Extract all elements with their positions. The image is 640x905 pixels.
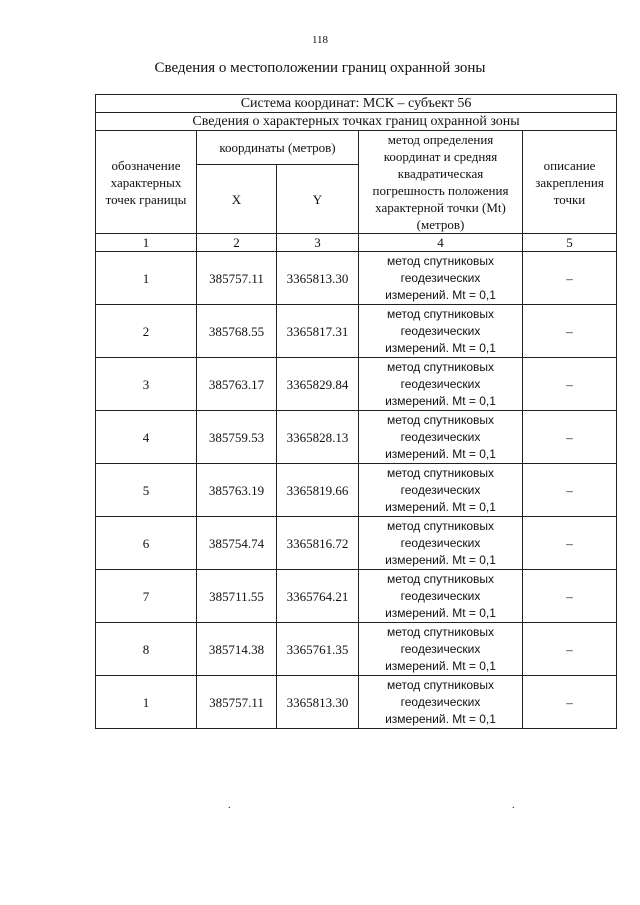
method-line: измерений. Mt = 0,1 <box>385 552 496 567</box>
method-cell <box>359 464 523 517</box>
method-line: геодезических <box>400 270 481 285</box>
table-row <box>96 676 617 729</box>
column-number: 1 <box>96 234 197 252</box>
x-coordinate-cell: 385714.38 <box>197 623 277 676</box>
method-line: метод спутниковых <box>386 306 494 321</box>
table-row <box>96 411 617 464</box>
method-line: метод спутниковых <box>386 412 494 427</box>
method-cell <box>359 676 523 729</box>
method-cell <box>359 305 523 358</box>
table-row <box>96 623 617 676</box>
method-line: метод спутниковых <box>386 465 494 480</box>
method-cell <box>359 570 523 623</box>
point-cell: 1 <box>96 252 197 305</box>
x-coordinate-cell: 385757.11 <box>197 676 277 729</box>
x-coordinate-cell: 385711.55 <box>197 570 277 623</box>
coordinates-table <box>95 94 617 729</box>
method-line: измерений. Mt = 0,1 <box>385 658 496 673</box>
x-coordinate-cell: 385768.55 <box>197 305 277 358</box>
x-coordinate-cell: 385757.11 <box>197 252 277 305</box>
method-line: геодезических <box>400 323 481 338</box>
x-coordinate-cell: 385759.53 <box>197 411 277 464</box>
method-cell <box>359 517 523 570</box>
method-line: метод спутниковых <box>386 624 494 639</box>
header-y: Y <box>277 165 359 234</box>
method-line: геодезических <box>400 429 481 444</box>
point-cell: 8 <box>96 623 197 676</box>
point-cell: 3 <box>96 358 197 411</box>
method-cell <box>359 411 523 464</box>
description-cell: – <box>523 358 617 411</box>
method-line: геодезических <box>400 376 481 391</box>
column-number: 4 <box>359 234 523 252</box>
page-number: 118 <box>311 34 329 46</box>
method-line: метод спутниковых <box>386 359 494 374</box>
method-line: измерений. Mt = 0,1 <box>385 287 496 302</box>
method-line: метод спутниковых <box>386 253 494 268</box>
table-row <box>96 305 617 358</box>
method-line: геодезических <box>400 694 481 709</box>
x-coordinate-cell: 385763.17 <box>197 358 277 411</box>
table-row <box>96 570 617 623</box>
table-row <box>96 464 617 517</box>
coordinate-system-cell: Система координат: МСК – субъект 56 <box>96 95 617 113</box>
method-cell <box>359 252 523 305</box>
point-cell: 7 <box>96 570 197 623</box>
point-cell: 2 <box>96 305 197 358</box>
point-cell: 5 <box>96 464 197 517</box>
method-line: метод спутниковых <box>386 571 494 586</box>
method-line: метод спутниковых <box>386 518 494 533</box>
method-line: измерений. Mt = 0,1 <box>385 711 496 726</box>
description-cell: – <box>523 570 617 623</box>
method-line: измерений. Mt = 0,1 <box>385 499 496 514</box>
method-line: геодезических <box>400 535 481 550</box>
method-line: геодезических <box>400 641 481 656</box>
y-coordinate-cell: 3365817.31 <box>277 305 359 358</box>
column-number: 5 <box>523 234 617 252</box>
y-coordinate-cell: 3365828.13 <box>277 411 359 464</box>
document-title: Сведения о местоположении границ охранной зоны <box>154 60 486 76</box>
method-line: измерений. Mt = 0,1 <box>385 446 496 461</box>
table-subtitle-cell: Сведения о характерных точках границ охранной зоны <box>96 113 617 131</box>
x-coordinate-cell: 385754.74 <box>197 517 277 570</box>
header-coordinates: координаты (метров) <box>197 131 359 165</box>
method-line: измерений. Mt = 0,1 <box>385 340 496 355</box>
header-description: описание закрепления точки <box>523 131 617 234</box>
method-line: метод спутниковых <box>386 677 494 692</box>
method-line: геодезических <box>400 588 481 603</box>
header-row <box>96 131 617 165</box>
subtitle-row <box>96 113 617 131</box>
method-cell <box>359 623 523 676</box>
y-coordinate-cell: 3365764.21 <box>277 570 359 623</box>
y-coordinate-cell: 3365816.72 <box>277 517 359 570</box>
point-cell: 4 <box>96 411 197 464</box>
footer-mark: . <box>512 800 515 811</box>
x-coordinate-cell: 385763.19 <box>197 464 277 517</box>
y-coordinate-cell: 3365813.30 <box>277 676 359 729</box>
description-cell: – <box>523 623 617 676</box>
footer-mark: . <box>228 800 231 811</box>
description-cell: – <box>523 305 617 358</box>
header-x: X <box>197 165 277 234</box>
description-cell: – <box>523 464 617 517</box>
method-line: геодезических <box>400 482 481 497</box>
y-coordinate-cell: 3365813.30 <box>277 252 359 305</box>
column-number: 3 <box>277 234 359 252</box>
column-number: 2 <box>197 234 277 252</box>
header-designation: обозначение характерных точек границы <box>96 131 197 234</box>
description-cell: – <box>523 517 617 570</box>
table-row <box>96 358 617 411</box>
system-row <box>96 95 617 113</box>
y-coordinate-cell: 3365761.35 <box>277 623 359 676</box>
table-row <box>96 252 617 305</box>
method-line: измерений. Mt = 0,1 <box>385 393 496 408</box>
column-numbers-row <box>96 234 617 252</box>
table-row <box>96 517 617 570</box>
point-cell: 6 <box>96 517 197 570</box>
y-coordinate-cell: 3365829.84 <box>277 358 359 411</box>
method-line: измерений. Mt = 0,1 <box>385 605 496 620</box>
description-cell: – <box>523 252 617 305</box>
y-coordinate-cell: 3365819.66 <box>277 464 359 517</box>
point-cell: 1 <box>96 676 197 729</box>
method-cell <box>359 358 523 411</box>
description-cell: – <box>523 676 617 729</box>
header-method: метод определения координат и средняя квадратическая погрешность положения характерной точки (Mt) (метров) <box>359 131 523 234</box>
description-cell: – <box>523 411 617 464</box>
